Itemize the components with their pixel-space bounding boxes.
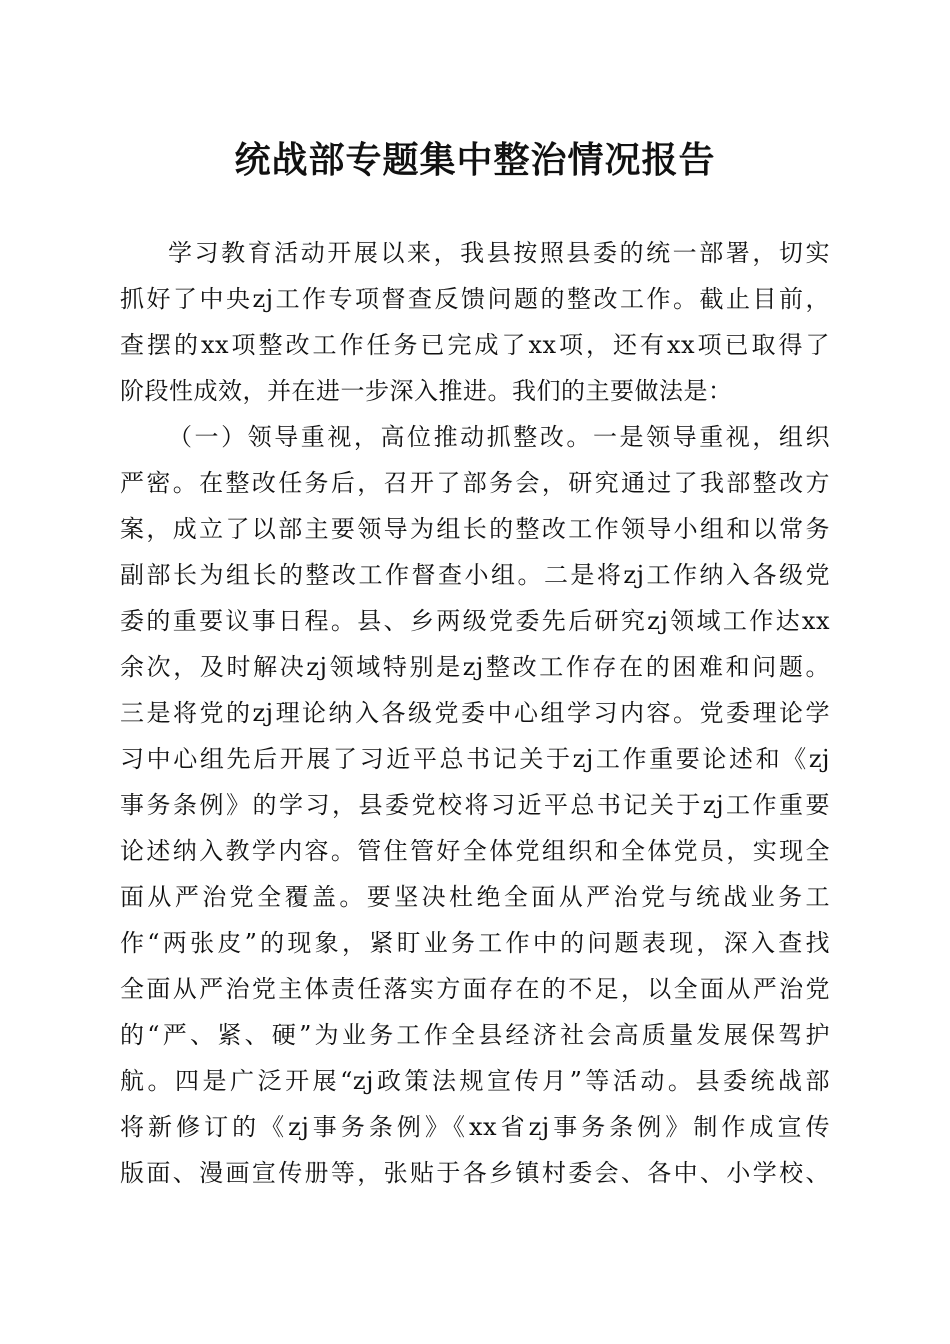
paragraph-line: 航。四是广泛开展“zj政策法规宣传月”等活动。县委统战部 [120,1067,830,1095]
document-title: 统战部专题集中整治情况报告 [234,139,716,181]
paragraph-line: 严密。在整改任务后，召开了部务会，研究通过了我部整改方 [120,469,830,497]
paragraph-line: 副部长为组长的整改工作督查小组。二是将zj工作纳入各级党 [120,561,830,589]
paragraph-line: 论述纳入教学内容。管住管好全体党组织和全体党员，实现全 [120,837,830,865]
document-body [120,230,830,1196]
paragraph-line: 作“两张皮”的现象，紧盯业务工作中的问题表现，深入查找 [120,929,830,957]
paragraph-line: 将新修订的《zj事务条例》《xx省zj事务条例》制作成宣传 [120,1113,830,1141]
paragraph-line: 面从严治党全覆盖。要坚决杜绝全面从严治党与统战业务工 [120,883,830,911]
paragraph-line: 全面从严治党主体责任落实方面存在的不足，以全面从严治党 [120,975,830,1003]
paragraph-line: 三是将党的zj理论纳入各级党委中心组学习内容。党委理论学 [120,699,830,727]
paragraph-line: 委的重要议事日程。县、乡两级党委先后研究zj领域工作达xx [120,607,830,635]
paragraph-line: 的“严、紧、硬”为业务工作全县经济社会高质量发展保驾护 [120,1021,830,1049]
paragraph-line: 查摆的xx项整改工作任务已完成了xx项，还有xx项已取得了 [120,331,830,359]
paragraph-line: 版面、漫画宣传册等，张贴于各乡镇村委会、各中、小学校、 [120,1159,830,1187]
paragraph-line: 事务条例》的学习，县委党校将习近平总书记关于zj工作重要 [120,791,830,819]
paragraph-line: 习中心组先后开展了习近平总书记关于zj工作重要论述和《zj [120,745,830,773]
paragraph-line: 案，成立了以部主要领导为组长的整改工作领导小组和以常务 [120,515,830,543]
paragraph-line: 抓好了中央zj工作专项督查反馈问题的整改工作。截止目前， [120,285,830,313]
paragraph-line: 学习教育活动开展以来，我县按照县委的统一部署，切实 [168,239,830,267]
paragraph-line: 阶段性成效，并在进一步深入推进。我们的主要做法是： [120,377,733,405]
paragraph-line: 余次，及时解决zj领域特别是zj整改工作存在的困难和问题。 [120,653,830,681]
paragraph-line: （一）领导重视，高位推动抓整改。一是领导重视，组织 [168,423,830,451]
